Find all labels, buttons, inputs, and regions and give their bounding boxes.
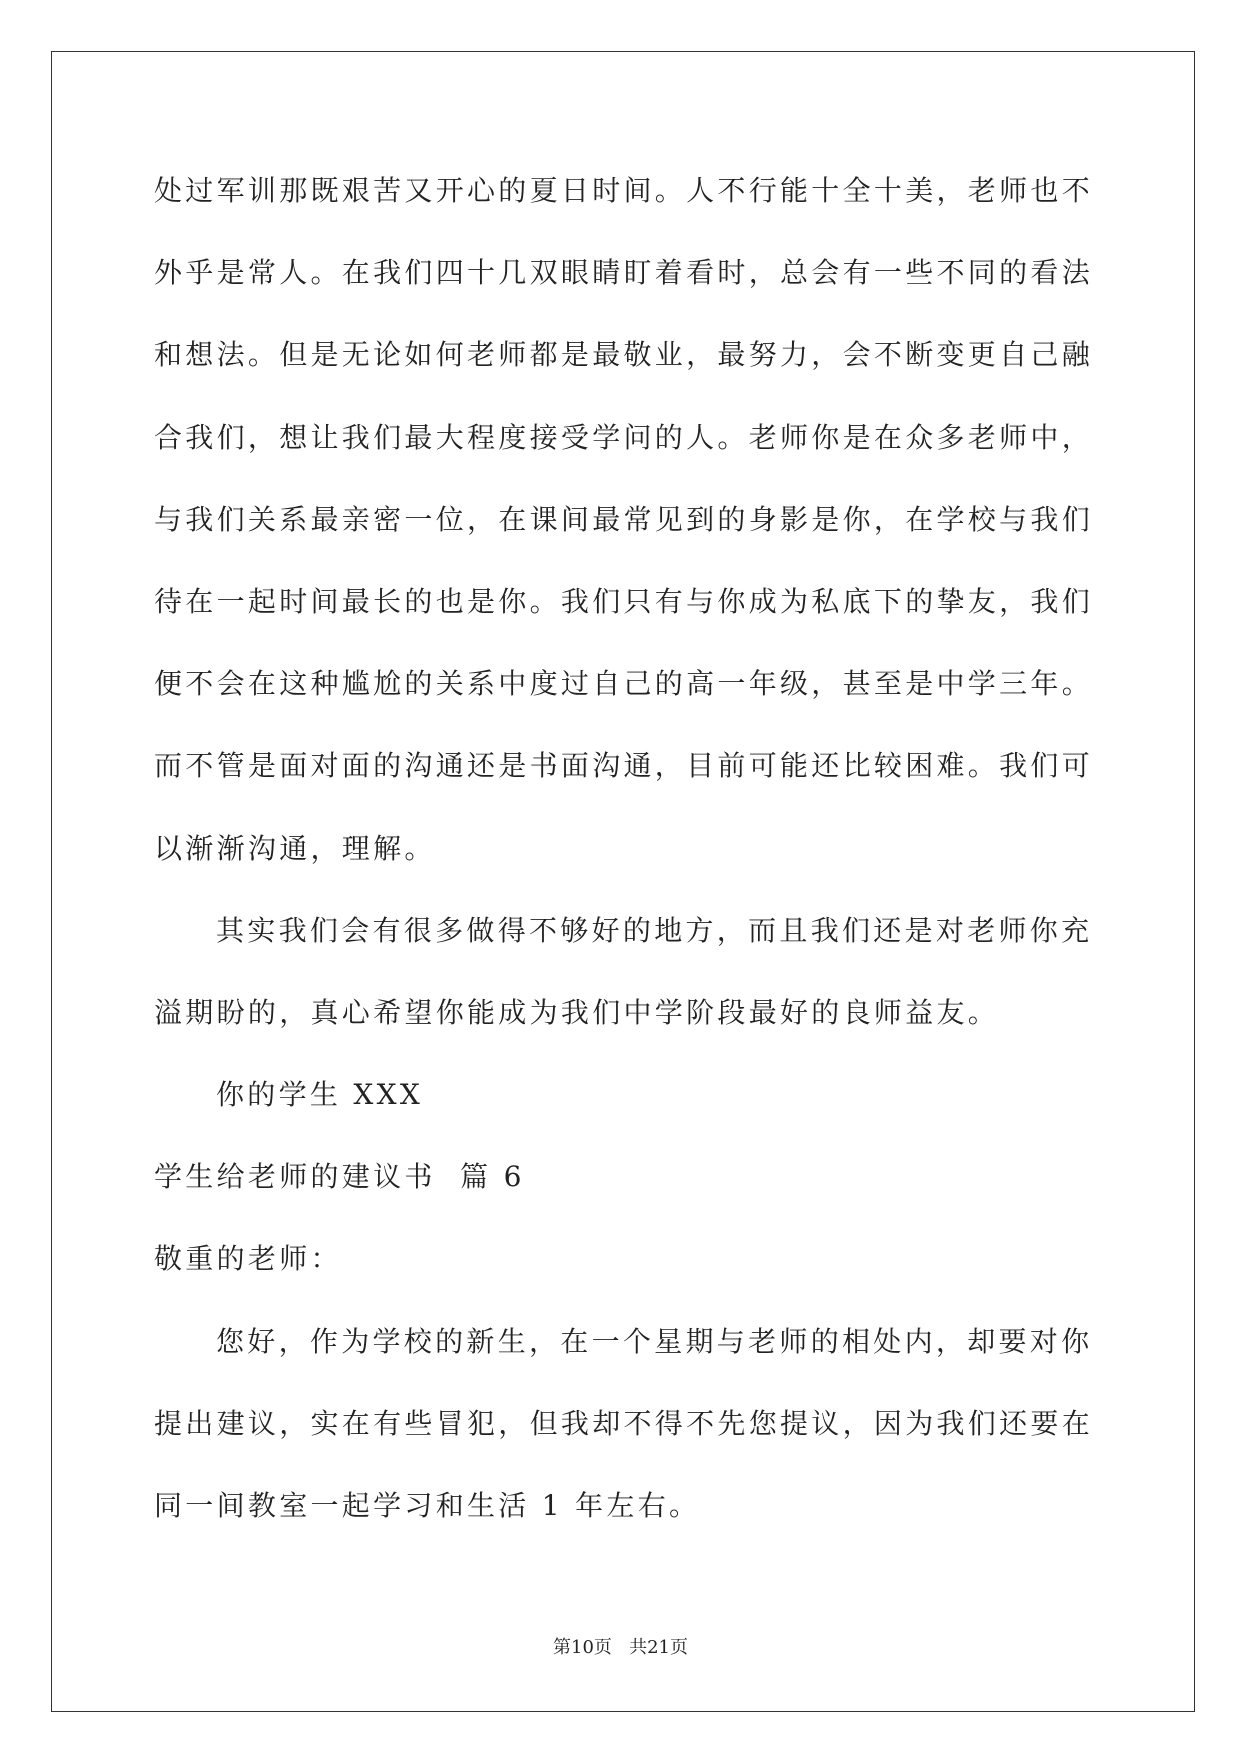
page-number-footer: 第10页 共21页 [553, 1637, 688, 1658]
body-text-line: 而不管是面对面的沟通还是书面沟通，目前可能还比较困难。我们可 [154, 749, 1094, 783]
body-text-line: 待在一起时间最长的也是你。我们只有与你成为私底下的挚友，我们 [154, 584, 1094, 618]
signature-line: 你的学生 XXX [216, 1078, 424, 1112]
body-text-line: 其实我们会有很多做得不够好的地方，而且我们还是对老师你充 [216, 913, 1093, 947]
body-text-line: 合我们，想让我们最大程度接受学问的人。老师你是在众多老师中， [154, 420, 1094, 454]
section-heading: 学生给老师的建议书 篇 6 [154, 1160, 525, 1194]
body-text-line: 以渐渐沟通，理解。 [154, 831, 436, 865]
document-body [154, 150, 1154, 1547]
body-text-line: 便不会在这种尴尬的关系中度过自己的高一年级，甚至是中学三年。 [154, 667, 1094, 701]
body-text-line: 处过军训那既艰苦又开心的夏日时间。人不行能十全十美，老师也不 [154, 174, 1094, 207]
body-text-line: 外乎是常人。在我们四十几双眼睛盯着看时，总会有一些不同的看法 [154, 256, 1094, 290]
body-text-line: 您好，作为学校的新生，在一个星期与老师的相处内，却要对你 [216, 1324, 1093, 1358]
body-text-line: 与我们关系最亲密一位，在课间最常见到的身影是你，在学校与我们 [154, 502, 1094, 536]
body-text-line: 和想法。但是无论如何老师都是最敬业，最努力，会不断变更自己融 [154, 338, 1094, 372]
body-text-line: 提出建议，实在有些冒犯，但我却不得不先您提议，因为我们还要在 [154, 1406, 1094, 1440]
body-text-line: 溢期盼的，真心希望你能成为我们中学阶段最好的良师益友。 [154, 995, 1000, 1029]
salutation: 敬重的老师： [154, 1242, 342, 1276]
body-text-line: 同一间教室一起学习和生活 1 年左右。 [154, 1489, 701, 1522]
